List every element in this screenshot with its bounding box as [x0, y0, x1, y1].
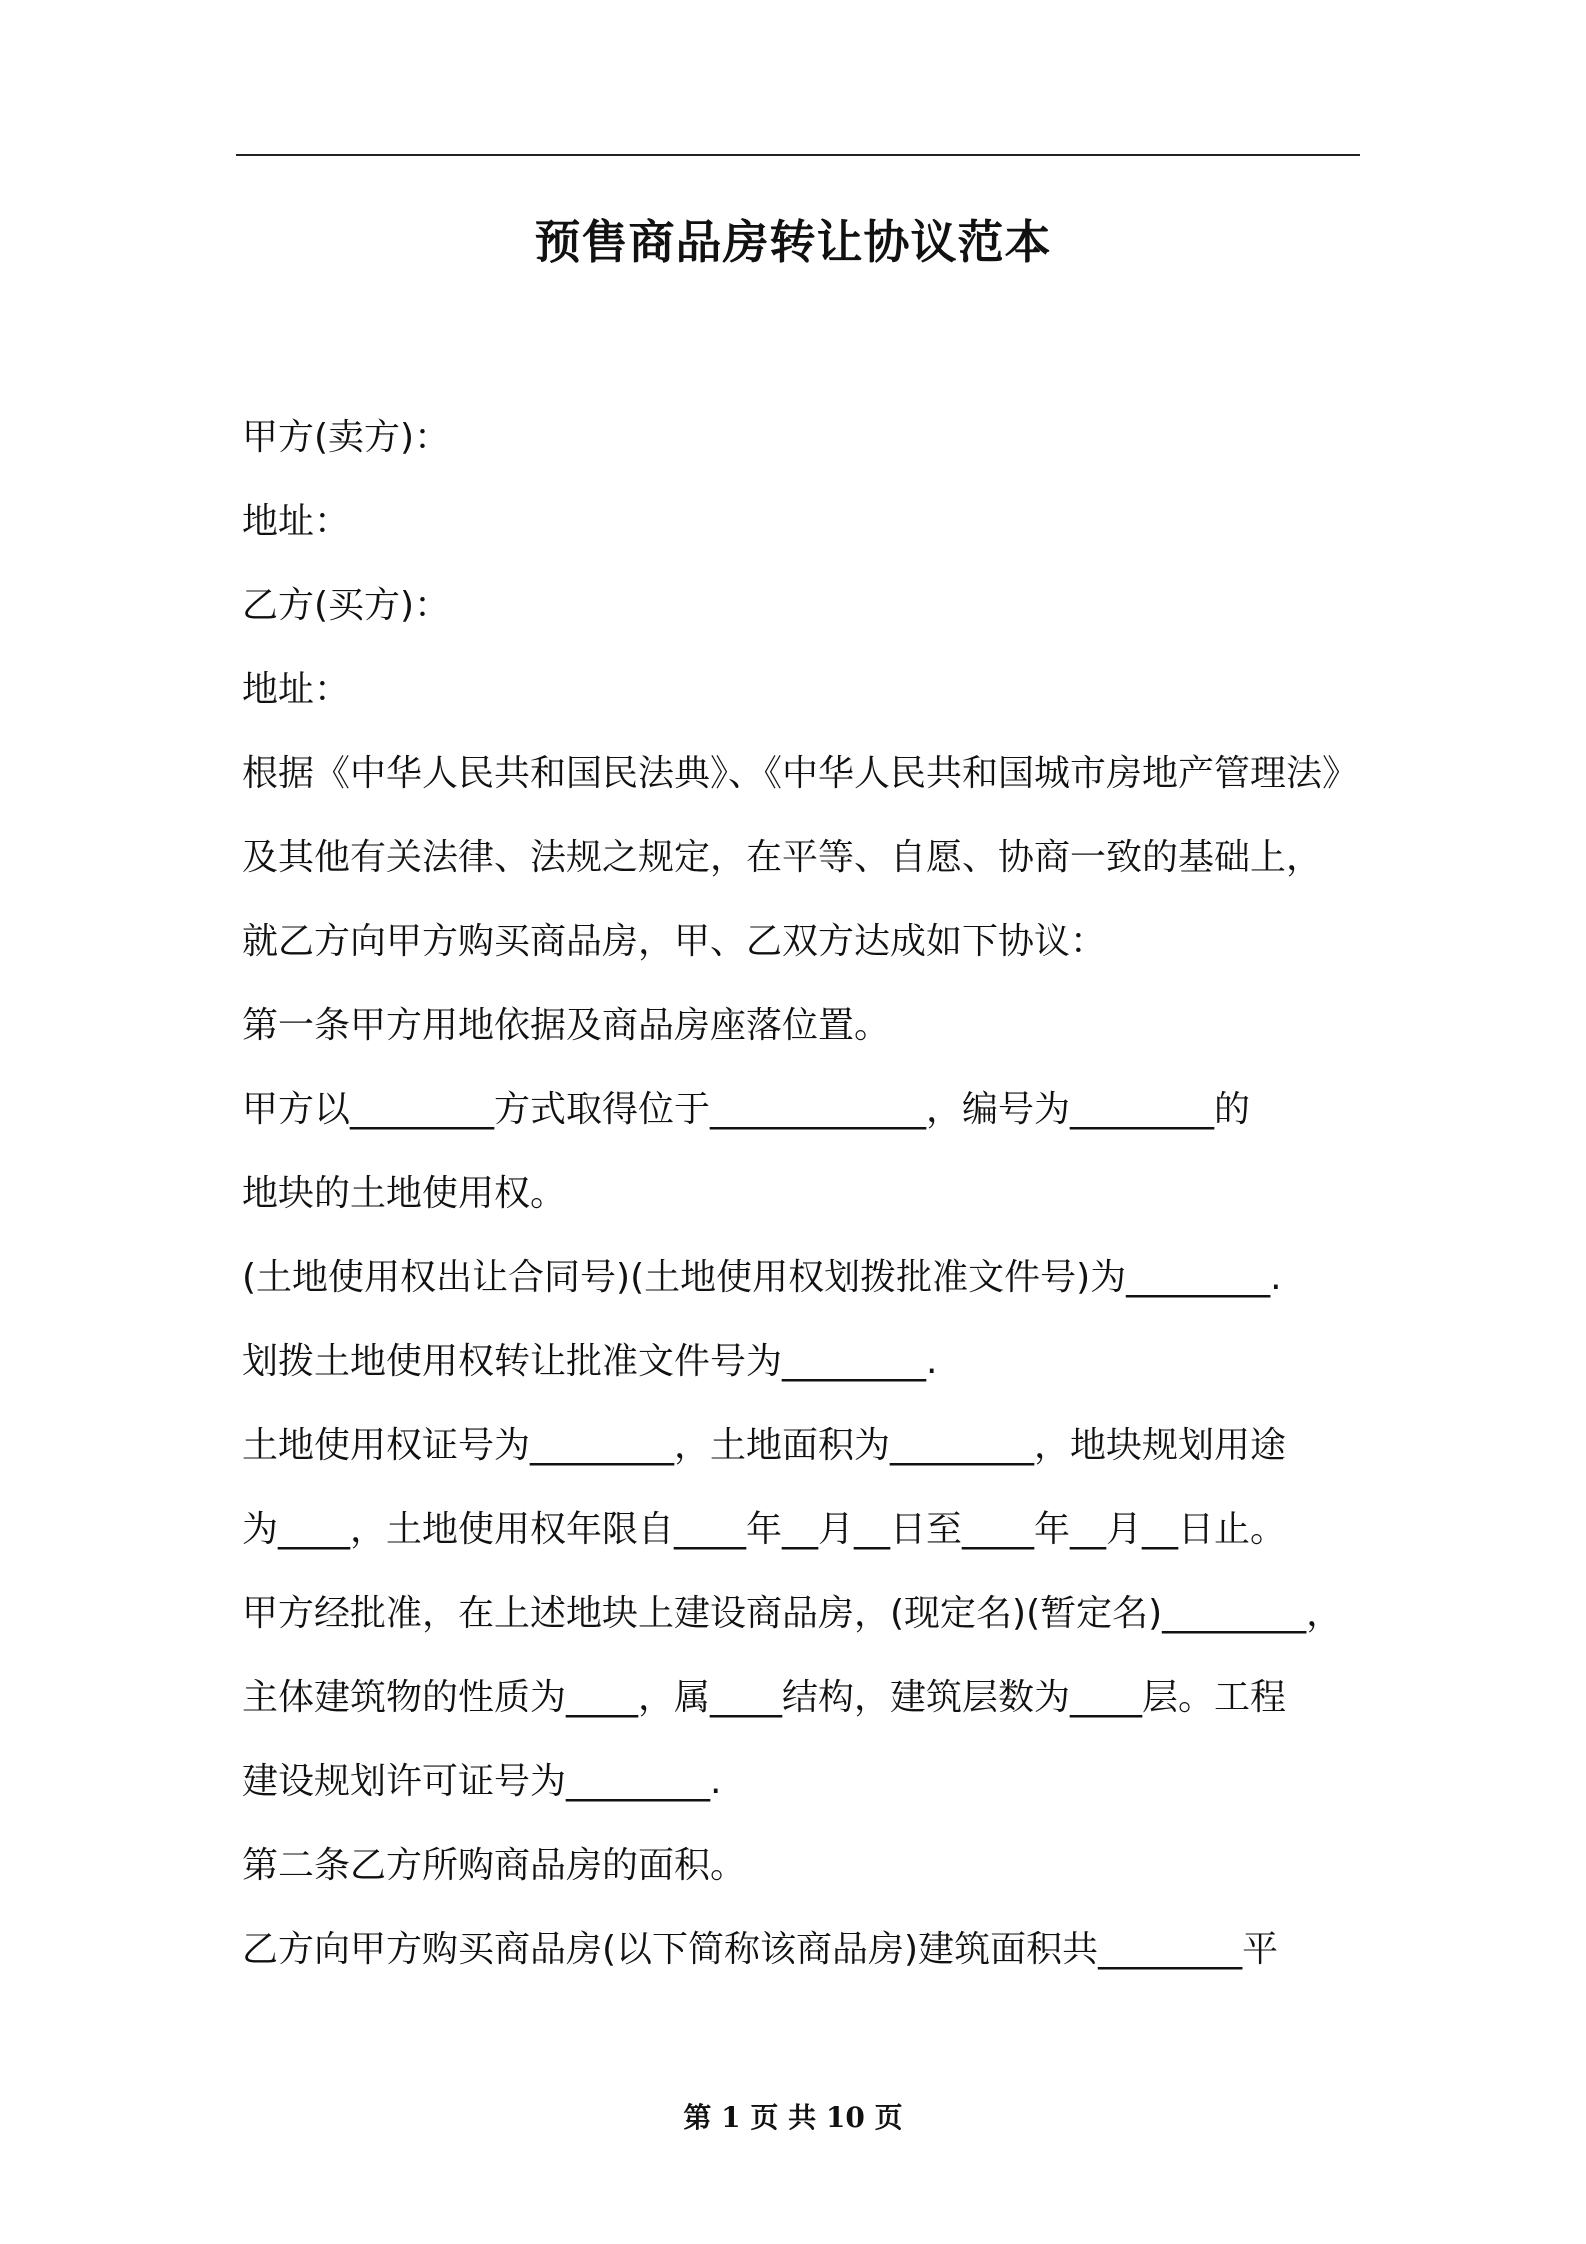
body-line: 地块的土地使用权。: [242, 1173, 567, 1214]
party-b-address: 地址：: [242, 669, 351, 710]
party-b-label: 乙方(买方)：: [242, 585, 451, 626]
body-line: 就乙方向甲方购买商品房，甲、乙双方达成如下协议：: [242, 921, 1107, 962]
document-title: 预售商品房转让协议范本: [534, 215, 1052, 269]
body-line: (土地使用权出让合同号)(土地使用权划拨批准文件号)为________.: [242, 1257, 1282, 1298]
party-a-address: 地址：: [242, 501, 351, 542]
body-line: 甲方以________方式取得位于____________，编号为________的: [242, 1089, 1251, 1130]
body-line: 为____，土地使用权年限自____年__月__日至____年__月__日止。: [242, 1509, 1287, 1550]
article-1-heading: 第一条甲方用地依据及商品房座落位置。: [242, 1005, 891, 1046]
body-line: 根据《中华人民共和国民法典》、《中华人民共和国城市房地产管理法》: [242, 753, 1358, 794]
body-line: 土地使用权证号为________，土地面积为________，地块规划用途: [242, 1425, 1287, 1466]
body-line: 建设规划许可证号为________.: [242, 1761, 722, 1802]
party-a-label: 甲方(卖方)：: [242, 417, 451, 458]
body-line: 及其他有关法律、法规之规定，在平等、自愿、协商一致的基础上，: [242, 837, 1323, 878]
page-number-footer: 第 1 页 共 10 页: [683, 2101, 903, 2134]
document-body: [242, 410, 1358, 2006]
body-line: 划拨土地使用权转让批准文件号为________.: [242, 1341, 938, 1382]
body-line: 主体建筑物的性质为____，属____结构，建筑层数为____层。工程: [242, 1677, 1287, 1718]
body-line: 甲方经批准，在上述地块上建设商品房，(现定名)(暂定名)________，: [242, 1593, 1343, 1634]
article-2-heading: 第二条乙方所购商品房的面积。: [242, 1845, 747, 1886]
body-line: 乙方向甲方购买商品房(以下简称该商品房)建筑面积共________平: [242, 1929, 1279, 1970]
header-rule: [236, 154, 1360, 156]
